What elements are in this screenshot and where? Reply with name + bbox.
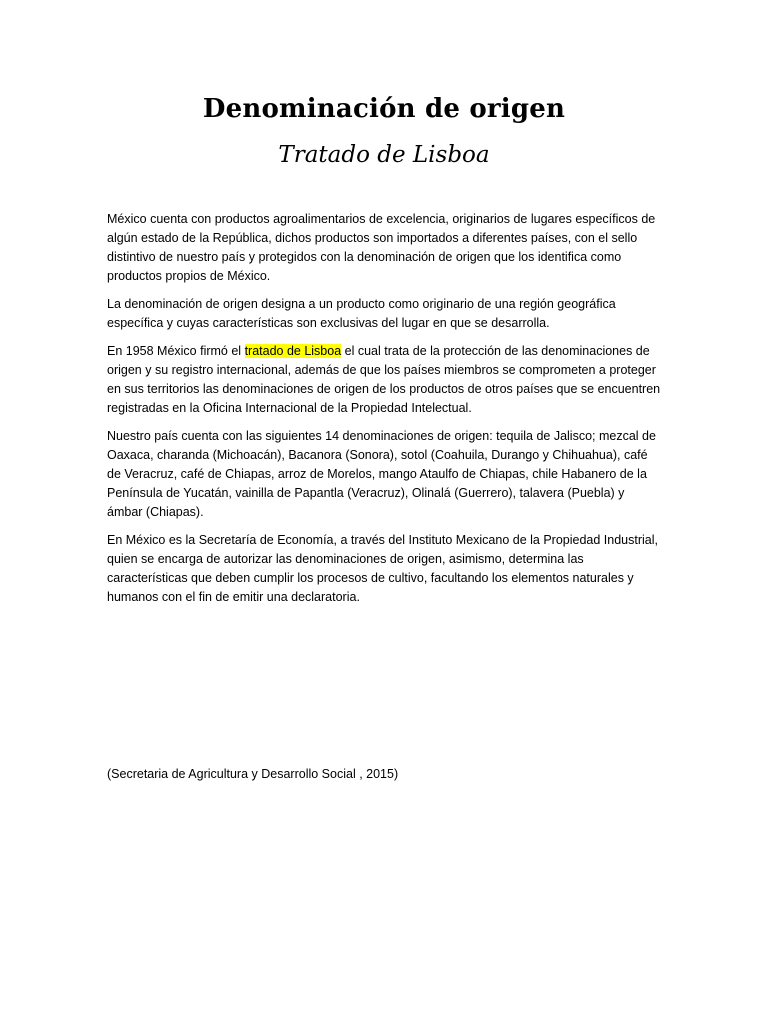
citation: (Secretaria de Agricultura y Desarrollo Social , 2015) [107, 767, 399, 781]
document-title: Denominación de origen [202, 94, 566, 124]
paragraph-3-end: el cual trata de la protección de las denominaciones de origen y su registro internacional, además de que los países miembros se comprometen a proteger en sus territorios las denominaciones de origen de los productos de otros países que se encuentren registradas en la Oficina Internacional de la Propiedad Intelectual. [107, 344, 661, 415]
paragraph-2: La denominación de origen designa a un producto como originario de una región geográfica específica y cuyas características son exclusivas del lugar en que se desarrolla. [107, 297, 616, 330]
paragraph-3 [107, 342, 663, 418]
document-body [107, 210, 663, 616]
paragraph-3-start: En 1958 México firmó el [107, 344, 245, 358]
paragraph-5: En México es la Secretaría de Economía, a través del Instituto Mexicano de la Propiedad Industrial, quien se encarga de autorizar las denominaciones de origen, asimismo, determina las características que deben cumplir los procesos de cultivo, facultando los elementos naturales y humanos con el fin de emitir una declaratoria. [107, 533, 658, 604]
paragraph-4: Nuestro país cuenta con las siguientes 14 denominaciones de origen: tequila de Jalisco; mezcal de Oaxaca, charanda (Michoacán), Bacanora (Sonora), sotol (Coahuila, Durango y Chihuahua), café de Veracruz, café de Chiapas, arroz de Morelos, mango Ataulfo de Chiapas, chile Habanero de la Península de Yucatán, vainilla de Papantla (Veracruz), Olinalá (Guerrero), talavera (Puebla) y ámbar (Chiapas). [107, 429, 656, 519]
document-subtitle: Tratado de Lisboa [278, 142, 490, 168]
paragraph-1: México cuenta con productos agroalimentarios de excelencia, originarios de lugares específicos de algún estado de la República, dichos productos son importados a diferentes países, con el sello distintivo de nuestro país y protegidos con la denominación de origen que los identifica como productos propios de México. [107, 212, 656, 283]
highlighted-text: tratado de Lisboa [244, 344, 342, 358]
